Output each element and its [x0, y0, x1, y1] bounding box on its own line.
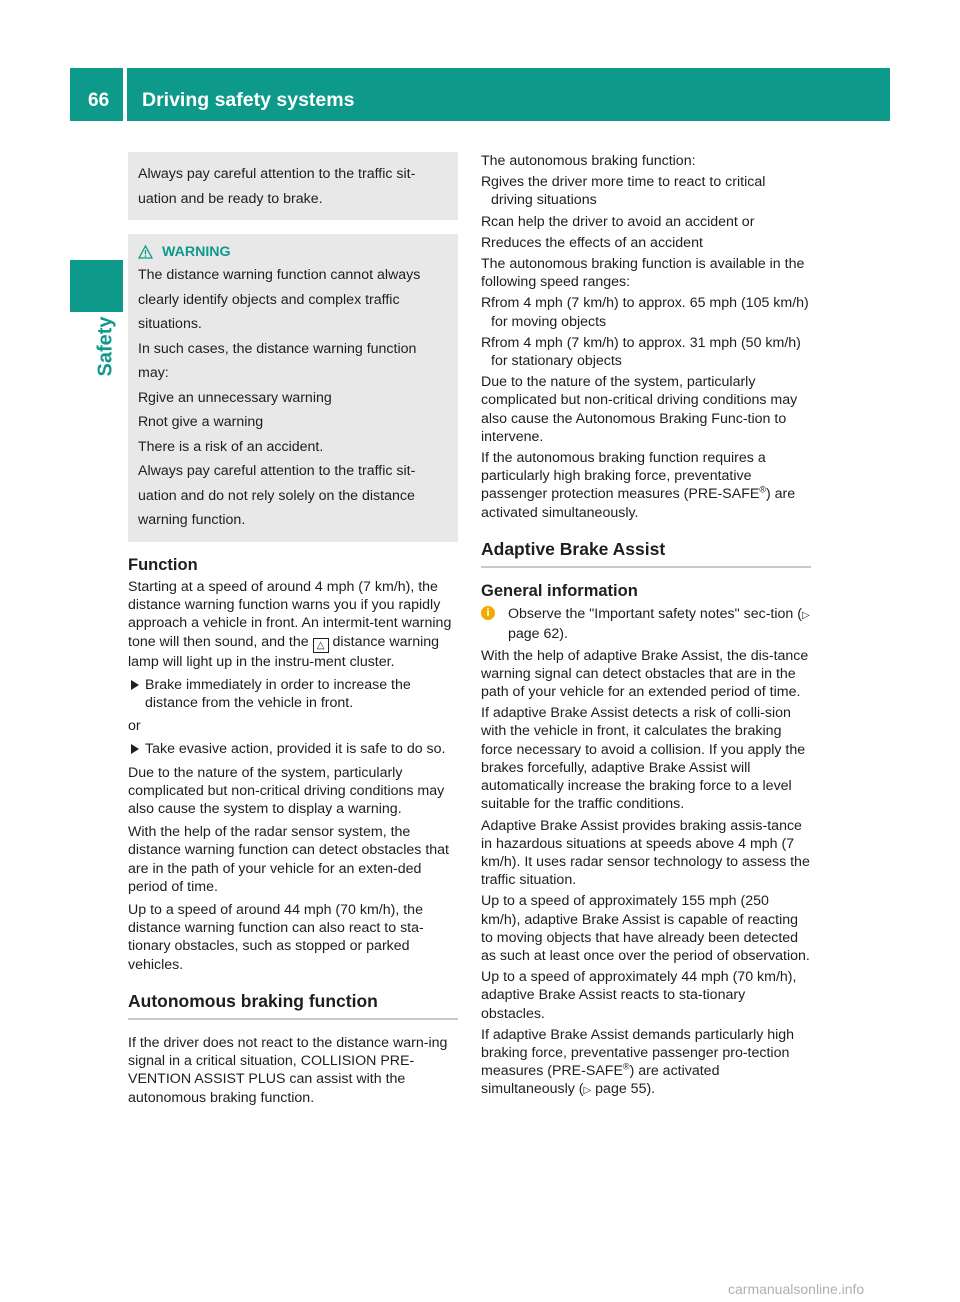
bullet-icon: R: [481, 213, 492, 230]
left-column: [128, 152, 458, 1107]
section-tab: [70, 260, 123, 312]
right-bullet-3: R reduces the effects of an accident: [481, 234, 703, 251]
general-information-heading: General information: [481, 582, 638, 601]
right-p2: The autonomous braking function is available in the following speed ranges:: [481, 256, 805, 291]
right-bullet-2: R can help the driver to avoid an accident or: [481, 213, 755, 230]
right-p3: Due to the nature of the system, particularly complicated but non-critical driving conditions may also cause the Autonomous Braking Func-tion to intervene.: [481, 374, 798, 445]
function-p3: With the help of the radar sensor system, the distance warning function can detect obstacles that are in the path of your vehicle for an exten-ded period of time.: [128, 824, 449, 895]
warning-triangle-icon: [138, 245, 153, 259]
warning-p1: The distance warning function cannot always clearly identify objects and complex traffic situations.: [138, 267, 421, 333]
bullet-icon: R: [481, 295, 492, 312]
page-number-box: [70, 68, 123, 121]
page-ref-icon: ▷: [801, 610, 810, 622]
step-arrow-icon: [131, 680, 139, 690]
note-text: Always pay careful attention to the traffic sit-uation and be ready to brake.: [138, 166, 416, 207]
watermark: carmanualsonline.info: [728, 1281, 865, 1297]
warning-heading-text: WARNING: [162, 244, 231, 260]
page-ref-icon: ▷: [583, 1085, 592, 1097]
chapter-header: [127, 68, 890, 121]
warning-bullet-2: R not give a warning: [138, 410, 448, 435]
bullet-icon: R: [481, 234, 492, 251]
section-label-box: [84, 316, 117, 377]
or-text: or: [128, 718, 141, 735]
bullet-icon: R: [138, 414, 149, 431]
step-brake: Brake immediately in order to increase the distance from the vehicle in front.: [128, 676, 458, 712]
autonomous-braking-p1: If the driver does not react to the distance warn-ing signal in a critical situation, COLLISION PRE-VENTION ASSIST PLUS can assist with the autonomous braking function.: [128, 1034, 448, 1106]
function-p4: Up to a speed of around 44 mph (70 km/h), the distance warning function can also react to sta-tionary obstacles, such as stopped or parked vehicles.: [128, 901, 424, 973]
adaptive-p4: Up to a speed of approximately 155 mph (250 km/h), adaptive Brake Assist is capable of reacting to moving objects that have already been detected as such at least once over the period of observation.: [481, 893, 810, 964]
section-label: Safety: [94, 316, 117, 377]
warning-p3: There is a risk of an accident.: [138, 438, 324, 455]
distance-warning-lamp-icon: △: [313, 638, 329, 653]
right-bullet-1: R gives the driver more time to react to critical driving situations: [481, 174, 766, 209]
adaptive-p3: Adaptive Brake Assist provides braking assis-tance in hazardous situations at speeds above 4 mph (7 km/h). It uses radar sensor technology to assess the traffic situation.: [481, 817, 810, 889]
chapter-title: Driving safety systems: [142, 89, 355, 111]
warning-p2: In such cases, the distance warning function may:: [138, 340, 417, 382]
adaptive-p1: With the help of adaptive Brake Assist, the dis-tance warning signal can detect obstacles that are in the path of your vehicle for an extended period of time.: [481, 647, 809, 701]
bullet-icon: R: [481, 174, 492, 191]
warning-box: [128, 234, 458, 542]
speed-bullet-1: R from 4 mph (7 km/h) to approx. 65 mph (105 km/h) for moving objects: [481, 295, 809, 330]
warning-bullet-1: R give an unnecessary warning: [138, 386, 448, 411]
adaptive-p2: If adaptive Brake Assist detects a risk of colli-sion with the vehicle in front, it calculates the braking force necessary to avoid a collision. If you apply the brakes forcefully, adaptive Brake Assist will automatically increase the braking force to a level suitable for the traffic conditions.: [481, 705, 806, 813]
step-arrow-icon: [131, 744, 139, 754]
right-p4: If the autonomous braking function requires a particularly high braking force, preventative passenger protection measures (PRE-SAFE®) are activated simultaneously.: [481, 450, 796, 521]
autonomous-braking-heading: Autonomous braking function: [128, 992, 458, 1020]
speed-bullet-2: R from 4 mph (7 km/h) to approx. 31 mph (50 km/h) for stationary objects: [481, 334, 801, 370]
step-evade: Take evasive action, provided it is safe to do so.: [128, 740, 458, 758]
right-column: [481, 152, 811, 1101]
note-box: [128, 152, 458, 220]
info-note: i Observe the "Important safety notes" sec-tion (▷ page 62).: [481, 605, 811, 643]
bullet-icon: R: [481, 334, 492, 351]
adaptive-brake-assist-heading: Adaptive Brake Assist: [481, 540, 811, 568]
function-heading: Function: [128, 555, 198, 574]
warning-heading: [138, 243, 448, 261]
bullet-icon: R: [138, 389, 149, 406]
function-p2: Due to the nature of the system, particularly complicated but non-critical driving conditions may also cause the system to display a warning.: [128, 764, 445, 817]
right-p1: The autonomous braking function:: [481, 153, 696, 169]
info-icon: i: [481, 606, 495, 620]
adaptive-p6: If adaptive Brake Assist demands particularly high braking force, preventative passenger pro-tection measures (PRE-SAFE®) are activated simultaneously (▷ page 55).: [481, 1026, 795, 1098]
page-ref-link[interactable]: page 55).: [595, 1081, 656, 1098]
page-number: 66: [88, 90, 110, 111]
function-p1: Starting at a speed of around 4 mph (7 km/h), the distance warning function warns you if you rapidly approach a vehicle in front. An intermit-tent warning tone will then sound, and the △ distance warning lamp will light up in the instru-ment cluster.: [128, 578, 452, 670]
warning-p4: Always pay careful attention to the traffic sit-uation and do not rely solely on the distance warning function.: [138, 463, 416, 529]
adaptive-p5: Up to a speed of approximately 44 mph (70 km/h), adaptive Brake Assist reacts to sta-tionary obstacles.: [481, 969, 797, 1022]
page-ref-link[interactable]: page 62).: [508, 626, 568, 643]
